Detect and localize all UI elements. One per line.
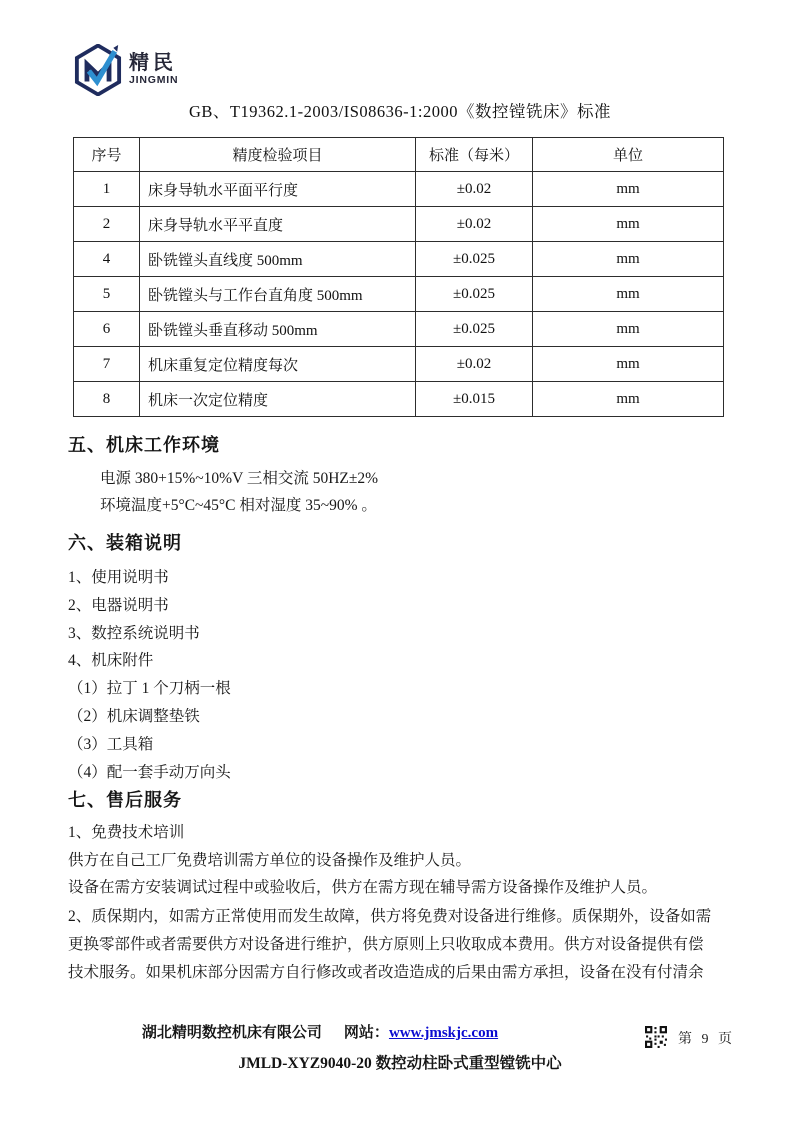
list-item: 2、电器说明书 [68,596,169,614]
logo-text [129,53,178,87]
table-row [74,347,724,382]
table-row [74,312,724,347]
section-heading-environment: 五、机床工作环境 [68,435,220,455]
cell-item: 卧铣镗头直线度 500mm [140,242,416,277]
col-header-index: 序号 [74,138,140,172]
table-row [74,207,724,242]
cell-unit: mm [533,207,724,242]
list-item: （4）配一套手动万向头 [68,763,231,781]
service-training-detail-1: 供方在自己工厂免费培训需方单位的设备操作及维护人员。 [68,852,472,869]
hexagon-m-check-icon [74,44,122,96]
service-warranty-paragraph [68,903,740,986]
cell-unit: mm [533,277,724,312]
col-header-item: 精度检验项目 [140,138,416,172]
list-item: （2）机床调整垫铁 [68,707,200,725]
list-item: 4、机床附件 [68,652,154,670]
cell-index: 2 [74,207,140,242]
precision-spec-table [73,137,724,417]
col-header-unit: 单位 [533,138,724,172]
section-heading-packing: 六、装箱说明 [68,533,182,553]
cell-item: 机床重复定位精度每次 [140,347,416,382]
cell-item: 卧铣镗头与工作台直角度 500mm [140,277,416,312]
paragraph-line: 技术服务。如果机床部分因需方自行修改或者改造造成的后果由需方承担，设备在没有付清余 [68,963,704,981]
list-item: 1、使用说明书 [68,569,169,586]
table-header-row [74,138,724,172]
paragraph-line: 更换零部件或者需要供方对设备进行维护，供方原则上只收取成本费用。供方对设备提供有偿 [68,935,704,953]
cell-item: 机床一次定位精度 [140,382,416,417]
cell-item: 床身导轨水平面平行度 [140,172,416,207]
qr-code-icon [645,1026,667,1048]
table-row [74,242,724,277]
service-item-training: 1、免费技术培训 [68,824,185,841]
cell-unit: mm [533,242,724,277]
footer-product-line: JMLD-XYZ9040-20 数控动柱卧式重型镗铣中心 [238,1055,562,1072]
cell-unit: mm [533,172,724,207]
logo-name-cn: 精民 [129,52,177,75]
cell-index: 6 [74,312,140,347]
footer-company-name: 湖北精明数控机床有限公司 [141,1025,322,1041]
env-power-line: 电源 380+15%~10%V 三相交流 50HZ±2% [100,470,379,487]
cell-standard: ±0.02 [416,172,533,207]
service-training-detail-2: 设备在需方安装调试过程中或验收后，供方在需方现在辅导需方设备操作及维护人员。 [68,879,658,896]
cell-unit: mm [533,312,724,347]
table-row [74,172,724,207]
footer-company-line [0,1021,640,1042]
company-logo [74,44,178,96]
cell-index: 4 [74,242,140,277]
logo-name-en: JINGMIN [129,74,179,87]
packing-list [68,564,231,786]
cell-standard: ±0.02 [416,207,533,242]
cell-index: 7 [74,347,140,382]
list-item: （1）拉丁 1 个刀柄一根 [68,680,231,698]
col-header-standard: 标准（每米） [416,138,533,172]
paragraph-line: 2、质保期内，如需方正常使用而发生故障，供方将免费对设备进行维修。质保期外，设备如需 [68,908,712,925]
footer-website-label: 网站： [343,1025,389,1041]
page-number: 第 9 页 [678,1032,735,1047]
standard-title: GB、T19362.1-2003/IS08636-1:2000《数控镗铣床》标准 [189,102,611,121]
cell-standard: ±0.025 [416,312,533,347]
list-item: 3、数控系统说明书 [68,624,200,642]
cell-index: 8 [74,382,140,417]
cell-standard: ±0.025 [416,277,533,312]
env-temperature-line: 环境温度+5°C~45°C 相对湿度 35~90% 。 [100,497,377,514]
table-row [74,277,724,312]
cell-standard: ±0.025 [416,242,533,277]
cell-standard: ±0.015 [416,382,533,417]
table-row [74,382,724,417]
cell-unit: mm [533,347,724,382]
cell-standard: ±0.02 [416,347,533,382]
cell-unit: mm [533,382,724,417]
cell-item: 床身导轨水平平直度 [140,207,416,242]
footer-website-link[interactable]: www.jmskjc.com [388,1025,499,1041]
list-item: （3）工具箱 [68,735,154,753]
cell-index: 1 [74,172,140,207]
cell-index: 5 [74,277,140,312]
section-heading-service: 七、售后服务 [68,790,182,810]
cell-item: 卧铣镗头垂直移动 500mm [140,312,416,347]
